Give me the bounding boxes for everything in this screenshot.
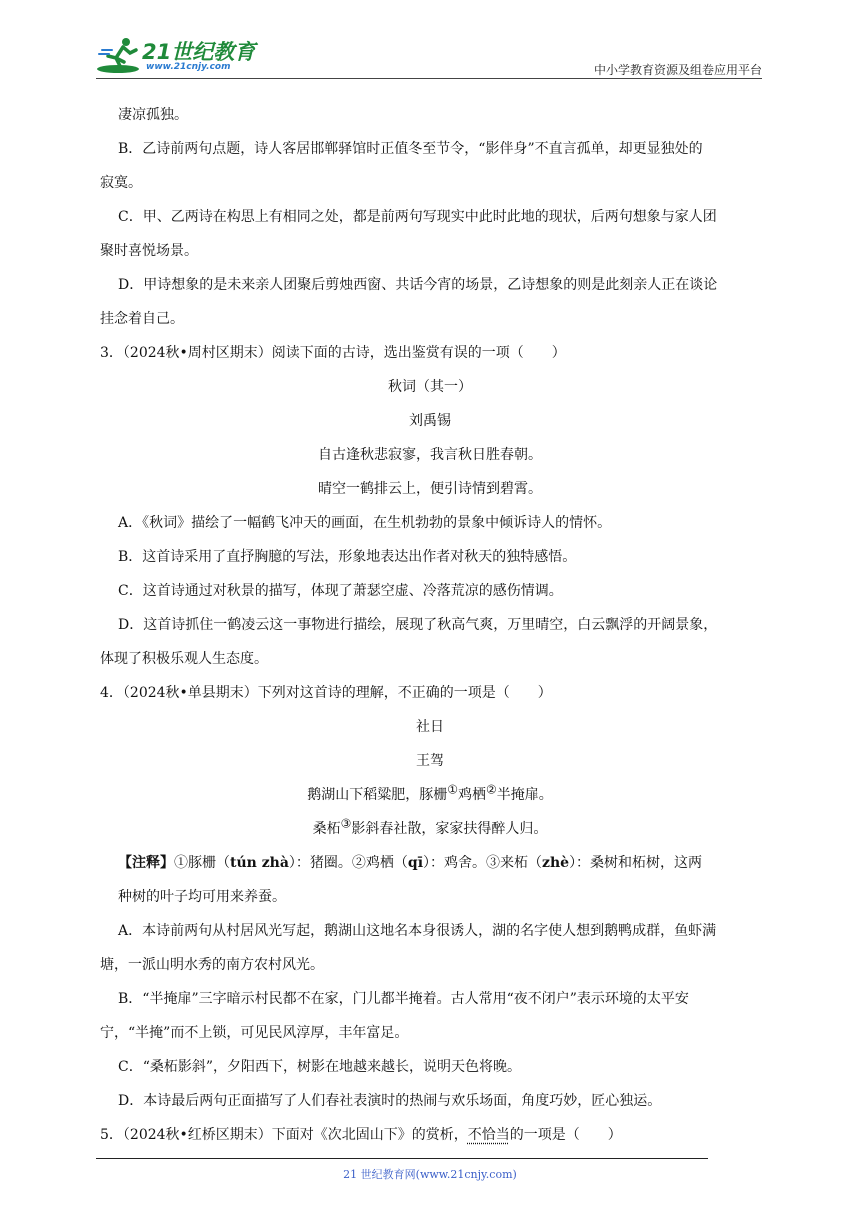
poem-title: 秋词（其一） xyxy=(388,379,472,395)
option-a-line-2: 塘，一派山明水秀的南方农村风光。 xyxy=(100,957,324,973)
annotation-text: 来柘（ xyxy=(500,855,543,871)
option-b: B．这首诗采用了直抒胸臆的写法，形象地表达出作者对秋天的独特感悟。 xyxy=(118,549,577,565)
pinyin: tún zhà xyxy=(230,855,289,871)
poem-text: 半掩扉。 xyxy=(496,787,553,803)
option-c: C．“桑柘影斜”，夕阳西下，树影在地越来越长，说明天色将晚。 xyxy=(118,1059,522,1075)
emphasis-text xyxy=(468,1127,510,1143)
option-d-line-1: D．甲诗想象的是未来亲人团聚后剪烛西窗、共话今宵的场景，乙诗想象的则是此刻亲人正在谈论 xyxy=(118,277,718,293)
poem-author: 王驾 xyxy=(416,753,444,769)
option-d-line-2: 挂念着自己。 xyxy=(100,311,184,327)
poem-author: 刘禹锡 xyxy=(409,413,451,429)
poem-text: 鸡栖 xyxy=(458,787,486,803)
site-logo xyxy=(96,36,266,76)
emphasis-word: 不恰当 xyxy=(467,1127,510,1143)
note-mark: ① xyxy=(174,855,188,871)
question-text: 5．（2024秋•红桥区期末）下面对《次北固山下》的赏析， xyxy=(100,1127,468,1143)
option-d-line-1: D．这首诗抓住一鹤凌云这一事物进行描绘，展现了秋高气爽，万里晴空，白云飘浮的开阔景象， xyxy=(118,617,718,633)
header-platform-name: 中小学教育资源及组卷应用平台 xyxy=(593,63,762,77)
option-d: D．本诗最后两句正面描写了人们春社表演时的热闹与欢乐场面，角度巧妙，匠心独运。 xyxy=(118,1093,662,1109)
note-mark: ③ xyxy=(486,855,501,871)
poem-title: 社日 xyxy=(416,719,444,735)
pinyin: zhè xyxy=(542,855,570,871)
annotation-label: 【注释】 xyxy=(118,855,174,871)
option-c: C．这首诗通过对秋景的描写，体现了萧瑟空虚、冷落荒凉的感伤情调。 xyxy=(118,583,563,599)
poem-text: 影斜春社散，家家扶得醉人归。 xyxy=(351,821,548,837)
note-mark: ② xyxy=(351,855,366,871)
logo-text: 21世纪教育 xyxy=(142,40,256,64)
annotation-text: ）：猪圈。 xyxy=(288,855,352,871)
option-c-line-2: 聚时喜悦场景。 xyxy=(100,243,198,259)
option-a-line-1: A．本诗前两句从村居风光写起，鹅湖山这地名本身很诱人，湖的名字使人想到鹅鸭成群，鱼虾满 xyxy=(118,923,717,939)
text-line: 凄凉孤独。 xyxy=(118,107,188,123)
option-b-line-1: B．乙诗前两句点题，诗人客居邯郸驿馆时正值冬至节令，“影伴身”不直言孤单，却更显独处的 xyxy=(118,141,703,157)
option-b-line-1: B．“半掩扉”三字暗示村民都不在家，门儿都半掩着。古人常用“夜不闭户”表示环境的太平安 xyxy=(118,991,689,1007)
footer-text: 21 世纪教育网(www.21cnjy.com) xyxy=(343,1168,517,1181)
annotation-text: ）：桑树和柘树，这两 xyxy=(569,855,703,871)
annotation-line-2: 种树的叶子均可用来养蚕。 xyxy=(118,889,286,905)
annotation-text: ）：鸡舍。 xyxy=(423,855,487,871)
note-mark: ③ xyxy=(340,816,352,831)
poem-line-1 xyxy=(0,782,860,804)
option-b-line-2: 宁，“半掩”而不上锁，可见民风淳厚，丰年富足。 xyxy=(100,1025,409,1041)
question-3-stem: 3．（2024秋•周村区期末）阅读下面的古诗，选出鉴赏有误的一项（ ） xyxy=(100,345,566,361)
footer-divider xyxy=(96,1158,708,1159)
note-mark: ② xyxy=(486,782,497,797)
header-divider xyxy=(96,78,762,79)
poem-line-2 xyxy=(0,816,860,838)
option-d-line-2: 体现了积极乐观人生态度。 xyxy=(100,651,268,667)
pinyin: qī xyxy=(407,855,424,871)
poem-text: 鹅湖山下稻粱肥，豚栅 xyxy=(307,787,448,803)
poem-line-2: 晴空一鹤排云上，便引诗情到碧霄。 xyxy=(318,481,542,497)
option-c-line-1: C．甲、乙两诗在构思上有相同之处，都是前两句写现实中此时此地的现状，后两句想象与家人团 xyxy=(118,209,717,225)
annotation-line-1 xyxy=(118,854,702,872)
option-a: A．《秋词》描绘了一幅鹤飞冲天的画面，在生机勃勃的景象中倾诉诗人的情怀。 xyxy=(118,515,612,531)
runner-icon xyxy=(96,36,144,76)
note-mark: ① xyxy=(447,782,458,797)
poem-text: 桑柘 xyxy=(312,821,341,837)
question-5-stem xyxy=(100,1126,622,1144)
question-text: 的一项是（ ） xyxy=(509,1127,622,1143)
logo-url: www.21cnjy.com xyxy=(146,62,231,72)
annotation-text: 豚栅（ xyxy=(188,855,230,871)
poem-line-1: 自古逢秋悲寂寥，我言秋日胜春朝。 xyxy=(318,447,542,463)
option-b-line-2: 寂寞。 xyxy=(100,175,142,191)
annotation-text: 鸡栖（ xyxy=(365,855,408,871)
page-header xyxy=(96,30,762,80)
question-4-stem: 4．（2024秋•单县期末）下列对这首诗的理解，不正确的一项是（ ） xyxy=(100,685,552,701)
